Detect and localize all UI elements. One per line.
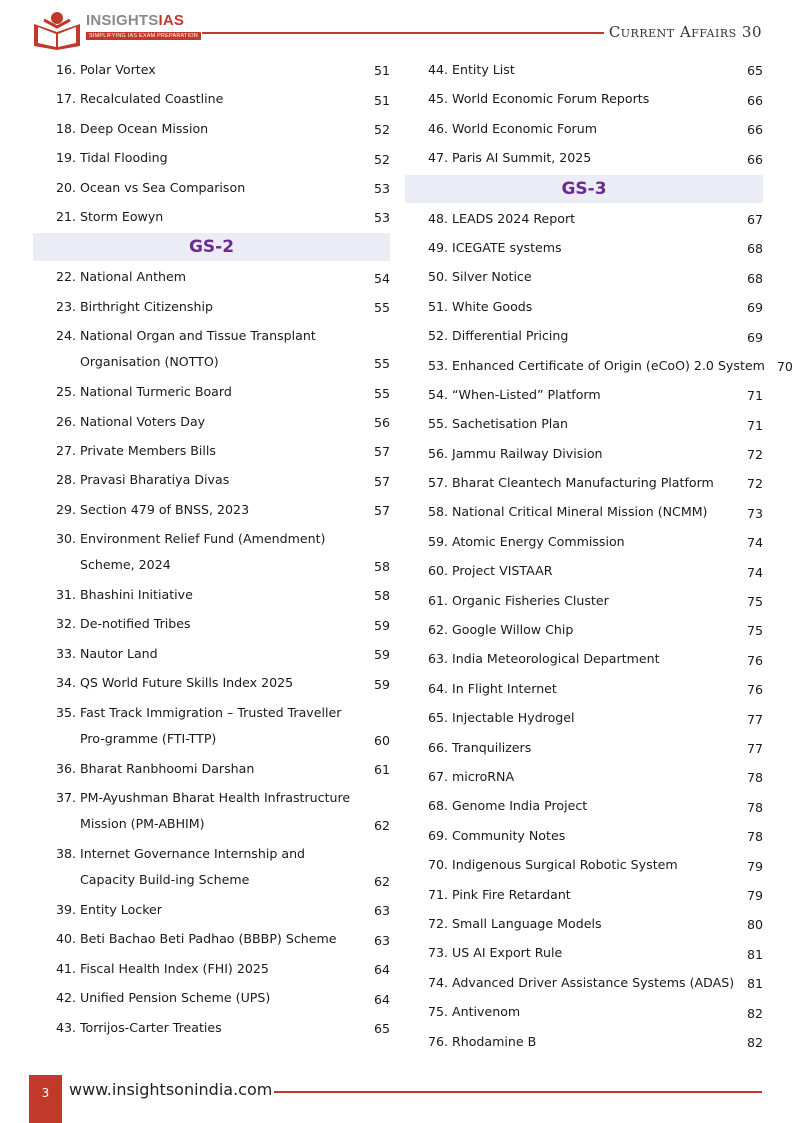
toc-entry[interactable] (405, 822, 763, 851)
toc-entry[interactable] (33, 174, 390, 203)
toc-entry-page: 55 (373, 356, 390, 372)
toc-entry-number: 71. (427, 886, 448, 902)
toc-entry-number: 17. (55, 91, 76, 107)
toc-entry-number: 47. (427, 150, 448, 166)
toc-entry-page: 76 (746, 652, 763, 668)
toc-entry[interactable] (405, 969, 763, 998)
toc-entry-page: 71 (746, 388, 763, 404)
toc-entry-page: 51 (373, 63, 390, 79)
toc-entry-page: 63 (373, 932, 390, 948)
toc-entry-number: 22. (55, 269, 76, 285)
toc-entry-page: 57 (373, 473, 390, 489)
toc-entry[interactable] (405, 792, 763, 821)
toc-entry-title: Storm Eowyn (80, 208, 164, 224)
toc-entry[interactable] (33, 610, 390, 639)
toc-entry-title: microRNA (452, 768, 515, 784)
toc-entry-title: India Meteorological Department (452, 651, 660, 667)
toc-entry-number: 21. (55, 208, 76, 224)
toc-entry-page: 72 (746, 476, 763, 492)
toc-entry-number: 60. (427, 563, 448, 579)
toc-entry-number: 40. (55, 931, 76, 947)
toc-entry[interactable] (405, 675, 763, 704)
toc-entry-number: 34. (55, 675, 76, 691)
toc-entry-number: 25. (55, 384, 76, 400)
toc-entry-number: 39. (55, 902, 76, 918)
toc-entry-page: 77 (746, 711, 763, 727)
toc-entry-number: 66. (427, 739, 448, 755)
toc-entry-page: 68 (746, 241, 763, 257)
toc-entry-number: 76. (427, 1033, 448, 1049)
toc-entry-page: 57 (373, 503, 390, 519)
toc-entry-page: 53 (373, 180, 390, 196)
toc-entry-number: 45. (427, 91, 448, 107)
toc-entry-title: Unified Pension Scheme (UPS) (80, 990, 271, 1006)
toc-entry-page: 60 (373, 732, 390, 748)
toc-entry[interactable] (405, 734, 763, 763)
toc-entry-page: 66 (746, 151, 763, 167)
toc-entry-number: 19. (55, 150, 76, 166)
toc-entry-page: 75 (746, 623, 763, 639)
toc-entry-number: 61. (427, 592, 448, 608)
toc-entry-page: 59 (373, 647, 390, 663)
toc-entry-title: Small Language Models (452, 915, 602, 931)
toc-entry-page: 77 (746, 740, 763, 756)
toc-entry-number: 35. (55, 704, 76, 720)
toc-entry-title: Birthright Citizenship (80, 298, 213, 314)
toc-entry[interactable] (405, 881, 763, 910)
toc-entry-title: Torrijos-Carter Treaties (80, 1019, 222, 1035)
toc-entry-number: 24. (55, 328, 76, 344)
toc-entry-page: 78 (746, 770, 763, 786)
toc-entry-page: 62 (373, 874, 390, 890)
toc-entry[interactable] (405, 85, 763, 114)
toc-entry-number: 29. (55, 501, 76, 517)
toc-entry[interactable] (405, 528, 763, 557)
toc-entry-number: 57. (427, 475, 448, 491)
toc-entry-number: 62. (427, 622, 448, 638)
toc-entry[interactable] (405, 939, 763, 968)
toc-entry-number: 74. (427, 974, 448, 990)
toc-entry-number: 63. (427, 651, 448, 667)
toc-entry[interactable] (405, 381, 763, 410)
page-title: Current Affairs 30 (608, 23, 762, 41)
toc-entry[interactable] (33, 115, 390, 144)
toc-entry-page: 59 (373, 617, 390, 633)
toc-entry-title: Advanced Driver Assistance Systems (ADAS) (452, 974, 735, 990)
section-heading-gs2: GS-2 (33, 233, 390, 261)
toc-entry-number: 26. (55, 413, 76, 429)
toc-entry-title: Antivenom (452, 1004, 521, 1020)
toc-entry-page: 82 (746, 1034, 763, 1050)
toc-entry-page: 57 (373, 444, 390, 460)
toc-entry-title: Bharat Cleantech Manufacturing Platform (452, 475, 714, 491)
toc-entry[interactable] (405, 616, 763, 645)
toc-entry-page: 62 (373, 818, 390, 834)
toc-entry-page: 73 (746, 505, 763, 521)
toc-entry[interactable] (405, 557, 763, 586)
toc-entry[interactable] (405, 352, 793, 381)
toc-entry[interactable] (405, 322, 763, 351)
toc-entry-page: 53 (373, 210, 390, 226)
toc-entry[interactable] (405, 1028, 763, 1057)
toc-entry[interactable] (33, 322, 390, 378)
toc-entry[interactable] (405, 763, 763, 792)
brand-tagline: SIMPLIFYING IAS EXAM PREPARATION (86, 32, 201, 40)
toc-entry-title: Entity List (452, 62, 515, 77)
toc-entry-title: Pravasi Bharatiya Divas (80, 472, 230, 488)
toc-entry[interactable] (33, 784, 390, 840)
toc-entry[interactable] (33, 437, 390, 466)
toc-entry[interactable] (33, 1014, 390, 1043)
toc-entry[interactable] (33, 263, 390, 292)
toc-entry-number: 37. (55, 790, 76, 806)
toc-entry-title: Genome India Project (452, 798, 588, 814)
toc-entry-page: 65 (746, 63, 763, 79)
toc-entry[interactable] (405, 910, 763, 939)
toc-entry[interactable] (33, 525, 390, 581)
toc-entry-page: 79 (746, 887, 763, 903)
insightsias-logo (32, 10, 198, 50)
toc-entry[interactable] (405, 469, 763, 498)
toc-entry[interactable] (33, 85, 390, 114)
toc-entry-page: 81 (746, 946, 763, 962)
toc-entry-page: 81 (746, 976, 763, 992)
toc-entry-number: 27. (55, 442, 76, 458)
toc-entry-title: Silver Notice (452, 269, 532, 285)
toc-entry-title: Tidal Flooding (80, 150, 168, 166)
toc-entry-title: Bharat Ranbhoomi Darshan (80, 760, 255, 776)
toc-entry-page: 63 (373, 903, 390, 919)
toc-entry[interactable] (33, 840, 390, 896)
footer-website-link[interactable]: www.insightsonindia.com (69, 1080, 273, 1099)
toc-entry-page: 76 (746, 682, 763, 698)
toc-entry[interactable] (405, 115, 763, 144)
toc-entry-title: White Goods (452, 298, 533, 314)
footer-divider (274, 1091, 762, 1093)
toc-entry-number: 52. (427, 328, 448, 344)
toc-entry-title: Private Members Bills (80, 442, 216, 458)
toc-entry-page: 55 (373, 385, 390, 401)
toc-entry[interactable] (33, 755, 390, 784)
toc-entry-page: 69 (746, 300, 763, 316)
toc-entry-page: 74 (746, 535, 763, 551)
toc-entry-title: National Organ and Tissue Transplant Organisation (NOTTO) (80, 328, 316, 370)
toc-entry[interactable] (33, 496, 390, 525)
toc-entry[interactable] (33, 293, 390, 322)
toc-entry-number: 70. (427, 857, 448, 873)
toc-entry-title: National Critical Mineral Mission (NCMM) (452, 504, 708, 520)
toc-entry-title: ICEGATE systems (452, 239, 562, 255)
toc-entry[interactable] (33, 203, 390, 232)
toc-entry[interactable] (33, 896, 390, 925)
toc-entry-title: Fast Track Immigration – Trusted Traveller Pro-gramme (FTI-TTP) (80, 704, 342, 746)
toc-entry-title: Recalculated Coastline (80, 91, 224, 107)
toc-entry[interactable] (405, 645, 763, 674)
toc-entry-page: 78 (746, 799, 763, 815)
toc-entry-number: 32. (55, 616, 76, 632)
toc-entry-page: 82 (746, 1005, 763, 1021)
toc-entry[interactable] (405, 704, 763, 733)
toc-entry[interactable] (405, 998, 763, 1027)
toc-entry[interactable] (33, 955, 390, 984)
toc-entry-page: 64 (373, 962, 390, 978)
toc-entry-number: 68. (427, 798, 448, 814)
toc-entry-number: 41. (55, 960, 76, 976)
toc-entry-title: Entity Locker (80, 902, 162, 918)
toc-entry-title: Project VISTAAR (452, 563, 553, 579)
toc-entry-title: Ocean vs Sea Comparison (80, 179, 246, 195)
toc-entry[interactable] (33, 408, 390, 437)
toc-entry-title: Atomic Energy Commission (452, 533, 625, 549)
toc-entry[interactable] (405, 56, 763, 85)
toc-entry[interactable] (405, 851, 763, 880)
toc-entry-page: 55 (373, 300, 390, 316)
toc-entry-title: Deep Ocean Mission (80, 120, 209, 136)
toc-entry-number: 44. (427, 62, 448, 77)
toc-entry-page: 79 (746, 858, 763, 874)
toc-entry-title: National Anthem (80, 269, 187, 285)
toc-entry-number: 59. (427, 533, 448, 549)
toc-entry-number: 55. (427, 416, 448, 432)
toc-entry[interactable] (33, 925, 390, 954)
toc-entry-title: Injectable Hydrogel (452, 710, 575, 726)
toc-entry-number: 28. (55, 472, 76, 488)
toc-entry-number: 73. (427, 945, 448, 961)
toc-entry[interactable] (33, 984, 390, 1013)
toc-entry[interactable] (405, 440, 763, 469)
toc-entry-title: Fiscal Health Index (FHI) 2025 (80, 960, 269, 976)
toc-entry-title: Polar Vortex (80, 62, 156, 77)
toc-entry-number: 67. (427, 768, 448, 784)
toc-entry-title: World Economic Forum Reports (452, 91, 650, 107)
toc-entry-title: PM-Ayushman Bharat Health Infrastructure Mission (PM-ABHIM) (80, 790, 351, 832)
toc-entry-number: 33. (55, 645, 76, 661)
toc-entry-number: 51. (427, 298, 448, 314)
toc-entry-number: 56. (427, 445, 448, 461)
toc-entry-number: 53. (427, 357, 448, 373)
toc-entry-title: Google Willow Chip (452, 622, 574, 638)
toc-entry-title: Nautor Land (80, 645, 158, 661)
toc-entry-number: 72. (427, 915, 448, 931)
toc-entry-title: US AI Export Rule (452, 945, 563, 961)
toc-entry-page: 65 (373, 1020, 390, 1036)
toc-entry-number: 75. (427, 1004, 448, 1020)
toc-entry-page: 58 (373, 559, 390, 575)
toc-entry-page: 66 (746, 122, 763, 138)
toc-entry-title: Enhanced Certificate of Origin (eCoO) 2.0 System (452, 357, 765, 373)
toc-entry-title: Paris AI Summit, 2025 (452, 150, 592, 166)
toc-entry-title: LEADS 2024 Report (452, 210, 576, 226)
toc-entry-number: 65. (427, 710, 448, 726)
toc-left-column (33, 56, 390, 1043)
toc-entry-page: 61 (373, 762, 390, 778)
toc-entry-title: National Turmeric Board (80, 384, 232, 400)
toc-entry-page: 54 (373, 270, 390, 286)
toc-entry-title: Bhashini Initiative (80, 587, 193, 603)
toc-entry-title: Environment Relief Fund (Amendment) Scheme, 2024 (80, 531, 326, 573)
toc-entry-title: Community Notes (452, 827, 566, 843)
toc-entry[interactable] (33, 699, 390, 755)
toc-entry-number: 18. (55, 120, 76, 136)
toc-entry-title: QS World Future Skills Index 2025 (80, 675, 294, 691)
toc-entry[interactable] (405, 293, 763, 322)
toc-entry-number: 23. (55, 298, 76, 314)
toc-entry-title: Pink Fire Retardant (452, 886, 571, 902)
toc-entry-title: Sachetisation Plan (452, 416, 569, 432)
toc-entry-number: 16. (55, 62, 76, 77)
page-number: 3 (29, 1075, 62, 1123)
toc-entry[interactable] (405, 263, 763, 292)
toc-entry-number: 58. (427, 504, 448, 520)
brand-name: INSIGHTSIAS (86, 12, 185, 29)
toc-entry[interactable] (405, 410, 763, 439)
toc-right-column (405, 56, 793, 1057)
toc-entry-number: 48. (427, 210, 448, 226)
toc-entry-number: 42. (55, 990, 76, 1006)
toc-entry-page: 75 (746, 594, 763, 610)
toc-entry-number: 43. (55, 1019, 76, 1035)
toc-entry-number: 20. (55, 179, 76, 195)
toc-entry-title: Jammu Railway Division (452, 445, 603, 461)
toc-entry-number: 49. (427, 239, 448, 255)
toc-entry[interactable] (33, 378, 390, 407)
toc-entry[interactable] (405, 587, 763, 616)
toc-entry-page: 67 (746, 211, 763, 227)
toc-entry[interactable] (33, 581, 390, 610)
toc-entry[interactable] (33, 56, 390, 85)
toc-entry-title: Organic Fisheries Cluster (452, 592, 609, 608)
toc-entry-number: 69. (427, 827, 448, 843)
toc-entry[interactable] (405, 144, 763, 173)
toc-entry[interactable] (33, 144, 390, 173)
toc-entry-number: 64. (427, 680, 448, 696)
toc-entry-page: 52 (373, 151, 390, 167)
toc-entry-title: Beti Bachao Beti Padhao (BBBP) Scheme (80, 931, 337, 947)
toc-entry[interactable] (33, 640, 390, 669)
section-heading-gs3: GS-3 (405, 175, 763, 203)
toc-entry-page: 64 (373, 991, 390, 1007)
toc-entry-page: 59 (373, 676, 390, 692)
header-divider (202, 32, 604, 34)
toc-entry[interactable] (33, 466, 390, 495)
toc-entry-title: De-notified Tribes (80, 616, 191, 632)
toc-entry-title: World Economic Forum (452, 120, 597, 136)
toc-entry-page: 74 (746, 564, 763, 580)
reader-logo-icon (32, 10, 82, 50)
toc-entry[interactable] (33, 669, 390, 698)
toc-entry-title: In Flight Internet (452, 680, 557, 696)
toc-entry-number: 31. (55, 587, 76, 603)
toc-entry-page: 58 (373, 588, 390, 604)
toc-entry-page: 56 (373, 414, 390, 430)
toc-entry-page: 70 (776, 358, 793, 374)
toc-entry-number: 46. (427, 120, 448, 136)
toc-entry-number: 30. (55, 531, 76, 547)
toc-entry-title: Indigenous Surgical Robotic System (452, 857, 678, 873)
toc-entry-page: 80 (746, 917, 763, 933)
toc-entry[interactable] (405, 498, 763, 527)
toc-entry-title: Differential Pricing (452, 328, 569, 344)
toc-entry-title: Rhodamine B (452, 1033, 537, 1049)
toc-entry-page: 68 (746, 270, 763, 286)
toc-entry-page: 71 (746, 417, 763, 433)
toc-entry-page: 66 (746, 92, 763, 108)
toc-entry[interactable] (405, 234, 763, 263)
toc-entry-page: 52 (373, 122, 390, 138)
toc-entry-page: 78 (746, 829, 763, 845)
toc-entry-title: National Voters Day (80, 413, 206, 429)
toc-entry-title: Internet Governance Internship and Capacity Build-ing Scheme (80, 846, 306, 888)
toc-entry-title: “When-Listed” Platform (452, 386, 601, 402)
toc-entry-number: 38. (55, 846, 76, 862)
toc-entry-title: Section 479 of BNSS, 2023 (80, 501, 250, 517)
toc-entry[interactable] (405, 205, 763, 234)
toc-entry-number: 54. (427, 386, 448, 402)
toc-entry-number: 36. (55, 760, 76, 776)
toc-entry-page: 72 (746, 447, 763, 463)
toc-entry-number: 50. (427, 269, 448, 285)
toc-entry-page: 69 (746, 329, 763, 345)
toc-entry-title: Tranquilizers (452, 739, 532, 755)
toc-entry-page: 51 (373, 92, 390, 108)
